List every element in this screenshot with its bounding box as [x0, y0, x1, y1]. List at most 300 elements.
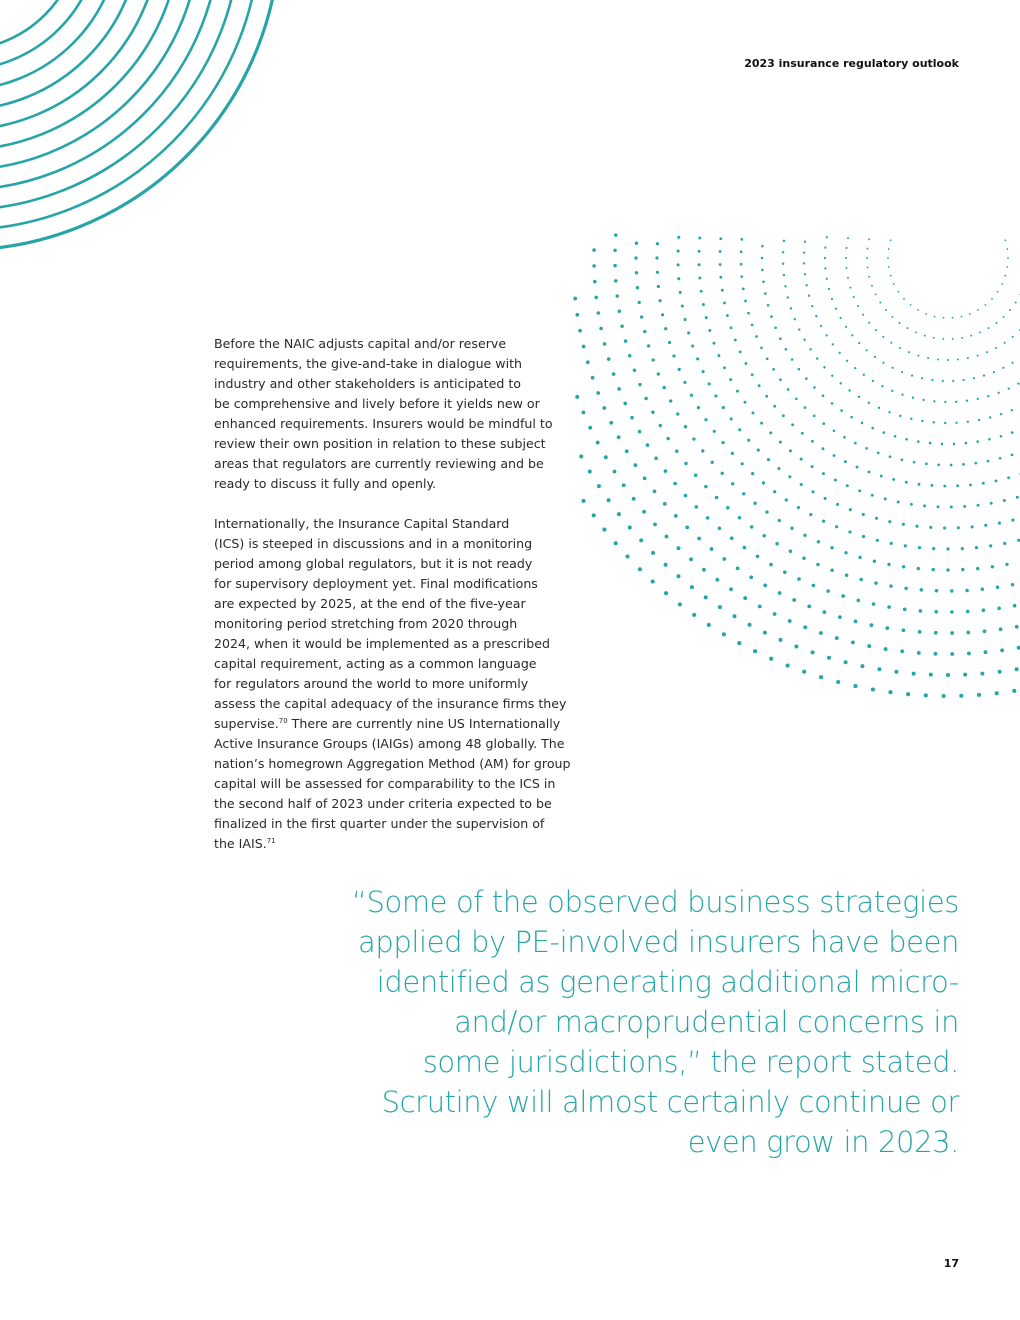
- decorative-dot: [1006, 248, 1008, 250]
- page-number: 17: [943, 1257, 959, 1270]
- decorative-dot: [987, 460, 990, 463]
- decorative-dot: [841, 594, 845, 598]
- decorative-dot: [943, 317, 945, 319]
- decorative-dot: [769, 657, 773, 661]
- decorative-dot: [955, 401, 957, 403]
- decorative-dot: [871, 427, 874, 430]
- decorative-dot: [1015, 667, 1019, 671]
- decorative-dot: [973, 377, 975, 379]
- decorative-dot: [628, 354, 631, 357]
- decorative-dot: [804, 241, 806, 243]
- decorative-dot: [664, 327, 667, 330]
- decorative-dot: [618, 309, 621, 312]
- decorative-dot: [833, 429, 836, 432]
- decorative-dot: [831, 298, 833, 300]
- decorative-dot: [692, 613, 696, 617]
- decorative-dot: [860, 664, 864, 668]
- decorative-dot: [708, 382, 711, 385]
- decorative-dot: [891, 390, 893, 392]
- decorative-dot: [988, 327, 990, 329]
- decorative-dot: [862, 513, 865, 516]
- decorative-dot: [797, 506, 800, 509]
- decorative-dot: [677, 277, 680, 280]
- decorative-dot: [657, 285, 660, 288]
- decorative-dot: [987, 395, 989, 397]
- decorative-dot: [872, 380, 874, 382]
- decorative-dot: [970, 335, 972, 337]
- decorative-dot: [602, 406, 606, 410]
- decorative-dot: [678, 602, 682, 606]
- decorative-dot: [733, 614, 737, 618]
- decorative-dot: [694, 474, 697, 477]
- decorative-dot: [966, 631, 970, 635]
- decorative-dot: [868, 276, 870, 278]
- decorative-dot: [890, 239, 892, 241]
- decorative-dot: [867, 644, 871, 648]
- decorative-dot: [763, 584, 767, 588]
- decorative-dot: [644, 397, 647, 400]
- decorative-dot: [634, 463, 638, 467]
- decorative-dot: [630, 416, 634, 420]
- decorative-dot: [944, 401, 946, 403]
- decorative-dot: [984, 524, 987, 527]
- decorative-dot: [848, 389, 850, 391]
- decorative-dot: [835, 525, 838, 528]
- decorative-dot: [719, 237, 722, 240]
- decorative-dot: [898, 291, 900, 293]
- decorative-dot: [854, 620, 858, 624]
- decorative-dot: [997, 607, 1001, 611]
- decorative-dot: [989, 544, 992, 547]
- decorative-dot: [868, 470, 871, 473]
- decorative-dot: [811, 490, 814, 493]
- decorative-dot: [924, 335, 926, 337]
- decorative-dot: [847, 237, 849, 239]
- decorative-dot: [755, 335, 758, 338]
- decorative-dot: [867, 248, 869, 250]
- decorative-dot: [977, 355, 979, 357]
- decorative-dot: [704, 595, 708, 599]
- decorative-dot: [673, 482, 677, 486]
- footnote-ref-70[interactable]: 70: [278, 717, 288, 725]
- decorative-dot: [802, 670, 806, 674]
- decorative-dot: [849, 287, 851, 289]
- decorative-dot: [815, 315, 817, 317]
- decorative-dot: [767, 458, 770, 461]
- decorative-dot: [612, 372, 616, 376]
- decorative-dot: [854, 367, 856, 369]
- decorative-dot: [613, 470, 617, 474]
- decorative-dot: [998, 392, 1000, 394]
- decorative-dot: [961, 337, 963, 339]
- text-line: for regulators around the world to more uniformly: [214, 676, 529, 691]
- decorative-dot: [823, 610, 827, 614]
- decorative-dot: [1007, 257, 1009, 259]
- decorative-dot: [794, 318, 796, 320]
- decorative-dot: [918, 630, 922, 634]
- decorative-dot: [1011, 362, 1013, 364]
- decorative-dot: [957, 358, 959, 360]
- decorative-dot: [826, 278, 828, 280]
- decorative-dot: [811, 465, 814, 468]
- decorative-dot: [870, 623, 874, 627]
- decorative-dot: [742, 492, 745, 495]
- decorative-dot: [750, 525, 753, 528]
- decorative-dot: [910, 418, 912, 420]
- decorative-dot: [803, 625, 807, 629]
- decorative-dot: [822, 472, 825, 475]
- decorative-dot: [764, 292, 767, 295]
- decorative-dot: [635, 242, 638, 245]
- decorative-dot: [603, 342, 607, 346]
- decorative-dot: [910, 304, 912, 306]
- decorative-dot: [726, 506, 729, 509]
- decorative-dot: [830, 568, 833, 571]
- decorative-dot: [959, 694, 963, 698]
- decorative-dot: [871, 285, 873, 287]
- decorative-dot: [824, 257, 826, 259]
- decorative-dot: [744, 362, 747, 365]
- decorative-dot: [995, 691, 999, 695]
- decorative-dot: [609, 421, 613, 425]
- decorative-dot: [885, 309, 887, 311]
- decorative-dot: [839, 382, 841, 384]
- decorative-dot: [620, 324, 623, 327]
- decorative-dot: [854, 442, 857, 445]
- pull-quote-line: and/or macroprudential concerns in: [454, 1005, 959, 1039]
- decorative-dot: [740, 250, 743, 253]
- decorative-dot: [969, 313, 971, 315]
- decorative-dot: [836, 503, 839, 506]
- decorative-dot: [690, 585, 694, 589]
- decorative-dot: [813, 415, 816, 418]
- decorative-dot: [822, 422, 825, 425]
- decorative-dot: [632, 497, 636, 501]
- decorative-dot: [929, 673, 933, 677]
- text-line: the second half of 2023 under criteria expected to be: [214, 796, 552, 811]
- decorative-dot: [698, 250, 701, 253]
- decorative-dot: [917, 651, 921, 655]
- decorative-dot: [880, 475, 883, 478]
- decorative-dot: [962, 463, 965, 466]
- decorative-dot: [888, 411, 890, 413]
- decorative-dot: [843, 436, 846, 439]
- decorative-dot: [696, 357, 699, 360]
- decorative-dot: [791, 423, 794, 426]
- decorative-dot: [1009, 309, 1011, 311]
- decorative-dot: [991, 298, 993, 300]
- decorative-dot: [740, 275, 743, 278]
- decorative-dot: [1000, 648, 1004, 652]
- body-text-column: [214, 334, 584, 874]
- decorative-dot: [858, 556, 861, 559]
- text-line: be comprehensive and lively before it yields new or: [214, 396, 540, 411]
- decorative-dot: [844, 460, 847, 463]
- decorative-dot: [596, 391, 600, 395]
- decorative-dot: [790, 527, 793, 530]
- decorative-dot: [956, 484, 959, 487]
- decorative-dot: [808, 295, 810, 297]
- decorative-dot: [995, 322, 997, 324]
- decorative-dot: [594, 296, 598, 300]
- decorative-dot: [907, 327, 909, 329]
- decorative-dot: [912, 672, 916, 676]
- decorative-dot: [950, 464, 953, 467]
- decorative-dot: [823, 366, 825, 368]
- decorative-dot: [927, 357, 929, 359]
- decorative-dot: [885, 626, 889, 630]
- decorative-dot: [977, 309, 979, 311]
- decorative-dot: [722, 557, 726, 561]
- decorative-dot: [1012, 336, 1014, 338]
- decorative-dot: [785, 348, 788, 351]
- decorative-dot: [592, 513, 596, 517]
- decorative-dot: [763, 631, 767, 635]
- decorative-dot: [805, 377, 808, 380]
- decorative-dot: [762, 481, 765, 484]
- decorative-dot: [1008, 387, 1010, 389]
- decorative-dot: [851, 640, 855, 644]
- decorative-dot: [635, 271, 638, 274]
- decorative-dot: [817, 540, 820, 543]
- decorative-dot: [892, 367, 894, 369]
- decorative-dot: [899, 415, 901, 417]
- decorative-dot: [1007, 476, 1010, 479]
- decorative-dot: [961, 316, 963, 318]
- decorative-dot: [999, 457, 1002, 460]
- decorative-dot: [937, 505, 940, 508]
- decorative-dot: [705, 316, 708, 319]
- decorative-dot: [591, 376, 595, 380]
- pull-quote-line: even grow in 2023.: [687, 1125, 959, 1159]
- decorative-dot: [901, 371, 903, 373]
- decorative-dot: [983, 375, 985, 377]
- decorative-dot: [757, 449, 760, 452]
- decorative-dot: [684, 462, 687, 465]
- decorative-dot: [1011, 454, 1014, 457]
- decorative-dot: [790, 307, 792, 309]
- decorative-dot: [803, 534, 806, 537]
- decorative-dot: [677, 574, 681, 578]
- decorative-dot: [977, 398, 979, 400]
- decorative-dot: [706, 516, 710, 520]
- decorative-dot: [975, 546, 978, 549]
- decorative-dot: [819, 631, 823, 635]
- decorative-dot: [773, 405, 776, 408]
- decorative-dot: [993, 371, 995, 373]
- decorative-dot: [738, 428, 741, 431]
- decorative-dot: [887, 563, 890, 566]
- decorative-dot: [774, 327, 777, 330]
- decorative-dot: [782, 262, 784, 264]
- decorative-dot: [901, 458, 904, 461]
- decorative-dot: [677, 236, 680, 239]
- decorative-dot: [751, 324, 754, 327]
- decorative-dot: [656, 271, 659, 274]
- decorative-dot: [783, 570, 787, 574]
- decorative-dot: [613, 249, 616, 252]
- decorative-dot: [602, 528, 606, 532]
- decorative-dot: [762, 281, 765, 284]
- decorative-dot: [905, 438, 908, 441]
- decorative-dot: [816, 357, 818, 359]
- decorative-dot: [731, 482, 734, 485]
- decorative-dot: [607, 498, 611, 502]
- decorative-dot: [674, 514, 678, 518]
- decorative-dot: [800, 483, 803, 486]
- decorative-dot: [865, 447, 868, 450]
- decorative-dot: [804, 273, 806, 275]
- decorative-dot: [756, 555, 760, 559]
- decorative-dot: [822, 394, 825, 397]
- decorative-dot: [845, 326, 847, 328]
- decorative-dot: [1013, 604, 1017, 608]
- decorative-arc: [0, 0, 260, 230]
- decorative-dot: [704, 418, 707, 421]
- decorative-dot: [783, 274, 785, 276]
- decorative-dot: [963, 505, 966, 508]
- decorative-dot: [702, 303, 705, 306]
- decorative-dot: [999, 627, 1003, 631]
- decorative-dot: [687, 331, 690, 334]
- decorative-dot: [1011, 431, 1014, 434]
- decorative-dot: [965, 442, 968, 445]
- decorative-dot: [889, 455, 892, 458]
- decorative-dot: [707, 623, 711, 627]
- decorative-dot: [778, 591, 782, 595]
- decorative-dot: [651, 579, 655, 583]
- decorative-dot: [1015, 625, 1019, 629]
- decorative-dot: [952, 338, 954, 340]
- decorative-dot: [655, 256, 658, 259]
- decorative-dot: [977, 504, 980, 507]
- decorative-dot: [982, 482, 985, 485]
- text-line: Before the NAIC adjusts capital and/or reserve: [214, 336, 507, 351]
- decorative-dot: [995, 347, 997, 349]
- decorative-dot: [702, 370, 705, 373]
- decorative-dot: [856, 466, 859, 469]
- decorative-dot: [1017, 382, 1019, 384]
- decorative-dot: [666, 437, 669, 440]
- decorative-dot: [586, 360, 590, 364]
- pull-quote-line: “Some of the observed business strategies: [351, 885, 959, 919]
- decorative-dot: [929, 442, 932, 445]
- decorative-dot: [991, 565, 994, 568]
- decorative-dot: [1011, 409, 1013, 411]
- decorative-dot: [779, 441, 782, 444]
- decorative-dot: [653, 490, 657, 494]
- decorative-dot: [1000, 435, 1003, 438]
- decorative-dot: [760, 422, 763, 425]
- decorative-dot: [700, 290, 703, 293]
- decorative-dot: [923, 504, 926, 507]
- decorative-dot: [942, 338, 944, 340]
- decorative-dot: [933, 421, 935, 423]
- decorative-dot: [845, 257, 847, 259]
- decorative-dot: [832, 343, 834, 345]
- decorative-dot: [908, 351, 910, 353]
- decorative-dot: [874, 581, 877, 584]
- text-line: capital requirement, acting as a common language: [214, 656, 537, 671]
- decorative-dot: [915, 525, 918, 528]
- decorative-dot: [604, 455, 608, 459]
- decorative-dot: [663, 386, 666, 389]
- decorative-dot: [669, 399, 672, 402]
- decorative-dot: [803, 251, 805, 253]
- decorative-dot: [875, 517, 878, 520]
- decorative-dot: [638, 301, 641, 304]
- decorative-dot: [816, 563, 819, 566]
- decorative-dot: [803, 262, 805, 264]
- decorative-dot: [695, 505, 699, 509]
- decorative-dot: [934, 610, 938, 614]
- decorative-dot: [677, 546, 681, 550]
- running-header: 2023 insurance regulatory outlook: [744, 57, 959, 70]
- decorative-dot: [849, 508, 852, 511]
- decorative-dot: [633, 369, 636, 372]
- decorative-arc: [0, 0, 80, 50]
- decorative-dot: [946, 547, 949, 550]
- decorative-dot: [859, 578, 862, 581]
- footnote-ref-71[interactable]: 71: [266, 837, 276, 845]
- decorative-dot: [874, 356, 876, 358]
- decorative-dot: [738, 516, 741, 519]
- decorative-dot: [950, 506, 953, 509]
- decorative-dot: [758, 604, 762, 608]
- decorative-dot: [941, 443, 944, 446]
- decorative-dot: [921, 420, 923, 422]
- decorative-arc: [0, 0, 220, 190]
- decorative-dot: [773, 490, 776, 493]
- text-line: for supervisory deployment yet. Final modifications: [214, 576, 538, 591]
- decorative-dot: [847, 277, 849, 279]
- decorative-dot: [978, 419, 980, 421]
- decorative-dot: [884, 647, 888, 651]
- decorative-dot: [684, 425, 687, 428]
- decorative-dot: [664, 563, 668, 567]
- dotted-concentric-arcs: [573, 233, 1020, 698]
- text-line: assess the capital adequacy of the insurance firms they: [214, 696, 567, 711]
- decorative-dot: [697, 537, 701, 541]
- decorative-dot: [625, 554, 629, 558]
- decorative-arc: [0, 0, 240, 210]
- decorative-dot: [775, 542, 778, 545]
- decorative-dot: [934, 652, 938, 656]
- decorative-dot: [899, 322, 901, 324]
- decorative-dot: [758, 384, 761, 387]
- decorative-dot: [871, 494, 874, 497]
- decorative-dot: [722, 632, 726, 636]
- decorative-dot: [820, 325, 822, 327]
- decorative-dot: [789, 449, 792, 452]
- decorative-dot: [924, 693, 928, 697]
- decorative-dot: [872, 602, 876, 606]
- decorative-dot: [679, 291, 682, 294]
- decorative-dot: [692, 437, 695, 440]
- decorative-dot: [826, 236, 828, 238]
- decorative-dot: [779, 378, 782, 381]
- decorative-dot: [624, 339, 627, 342]
- decorative-dot: [719, 250, 722, 253]
- decorative-dot: [789, 550, 792, 553]
- decorative-dot: [623, 402, 627, 406]
- decorative-dot: [778, 519, 781, 522]
- decorative-dot: [929, 526, 932, 529]
- decorative-dot: [913, 461, 916, 464]
- decorative-dot: [963, 379, 965, 381]
- decorative-dot: [729, 378, 732, 381]
- decorative-dot: [749, 575, 753, 579]
